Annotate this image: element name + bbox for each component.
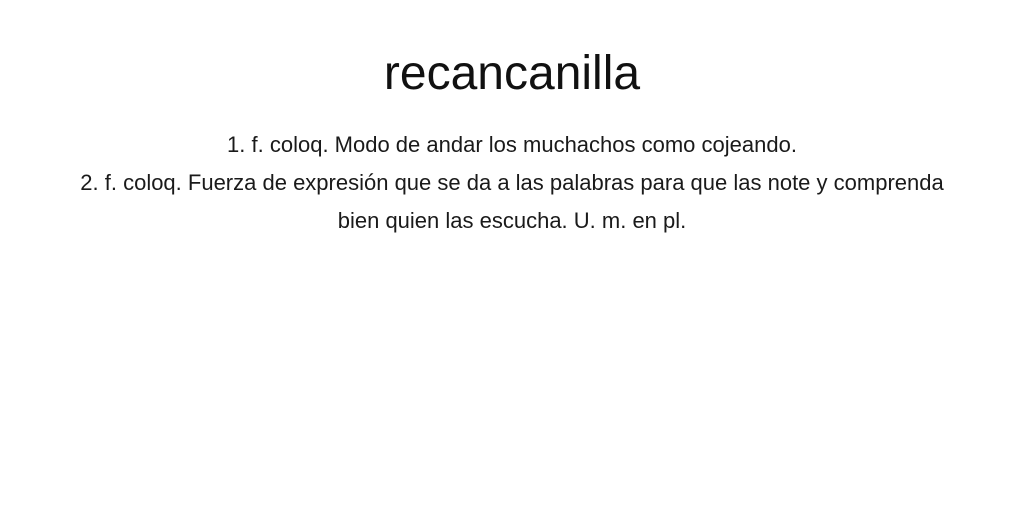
entry-headword: recancanilla bbox=[383, 47, 641, 100]
definition-list bbox=[72, 126, 952, 240]
definition-2: 2. f. coloq. Fuerza de expresión que se da a las palabras para que las note y comprenda bien quien las escucha. U. m. en pl. bbox=[80, 170, 944, 233]
definition-1: 1. f. coloq. Modo de andar los muchachos como cojeando. bbox=[227, 132, 797, 157]
